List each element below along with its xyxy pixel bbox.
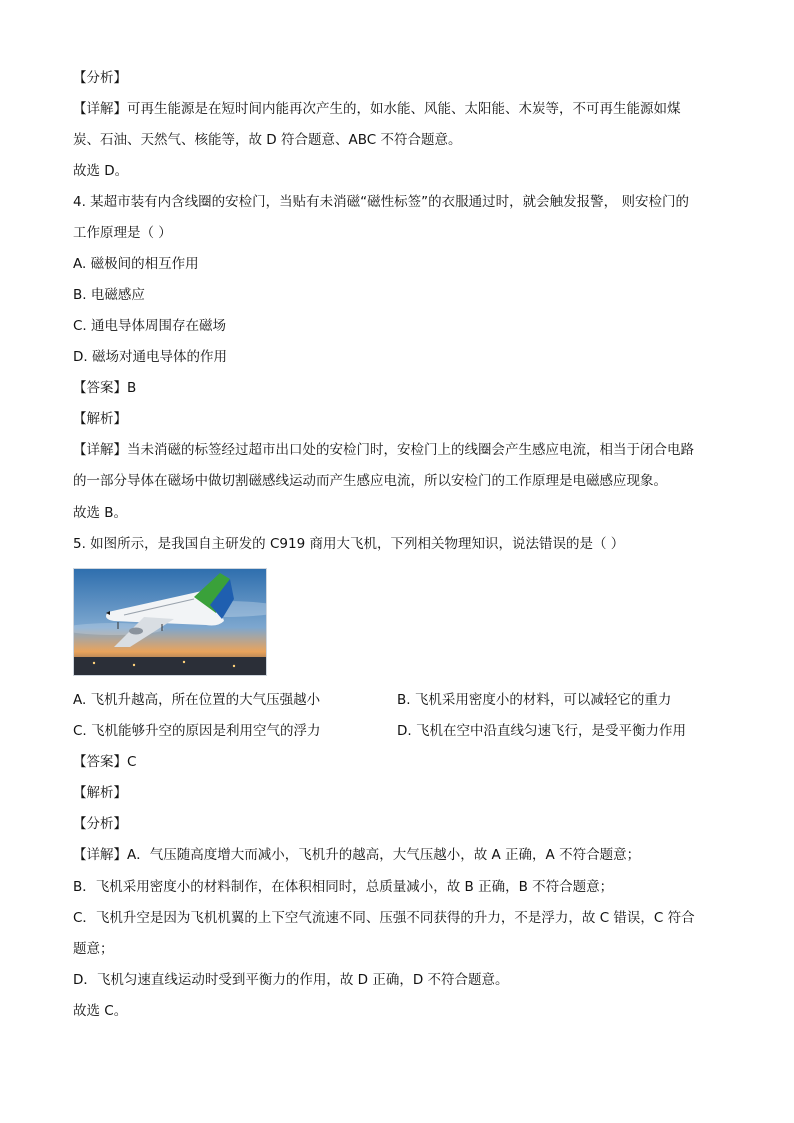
option-d: D. 磁场对通电导体的作用 [73, 349, 227, 365]
answer-choice: 故选 B。 [73, 505, 128, 521]
analysis-label: 【解析】 [73, 785, 127, 801]
detail-paragraph-d: D．飞机匀速直线运动时受到平衡力的作用，故 D 正确，D 不符合题意。 [73, 972, 509, 988]
option-a: A. 磁极间的相互作用 [73, 256, 199, 272]
answer-choice: 故选 D。 [73, 163, 129, 179]
detail-paragraph: 【详解】A．气压随高度增大而减小，飞机升的越高，大气压越小，故 A 正确，A 不符合题意； [73, 847, 641, 863]
detail-paragraph-cont: 炭、石油、天然气、核能等，故 D 符合题意、ABC 不符合题意。 [73, 132, 462, 148]
question-5-stem: 5. 如图所示，是我国自主研发的 C919 商用大飞机，下列相关物理知识，说法错误的是（ ） [73, 536, 625, 552]
answer-label: 【答案】B [73, 380, 137, 396]
c919-airplane-photo [73, 568, 267, 676]
detail-paragraph: 【详解】当未消磁的标签经过超市出口处的安检门时，安检门上的线圈会产生感应电流，相当于闭合电路 [73, 442, 694, 458]
option-c: C. 通电导体周围存在磁场 [73, 318, 227, 334]
heading-analysis: 【分析】 [73, 816, 127, 832]
detail-paragraph: 【详解】可再生能源是在短时间内能再次产生的，如水能、风能、太阳能、木炭等，不可再生能源如煤 [73, 101, 681, 117]
option-b: B. 电磁感应 [73, 287, 145, 303]
answer-choice: 故选 C。 [73, 1003, 128, 1019]
option-d: D. 飞机在空中沿直线匀速飞行，是受平衡力作用 [397, 723, 686, 739]
option-b: B. 飞机采用密度小的材料，可以减轻它的重力 [397, 692, 672, 708]
heading-analysis: 【分析】 [73, 70, 127, 86]
detail-paragraph-c: C．飞机升空是因为飞机机翼的上下空气流速不同、压强不同获得的升力，不是浮力，故 C 错误，C 符合 [73, 910, 695, 926]
detail-paragraph-cont: 的一部分导体在磁场中做切割磁感线运动而产生感应电流，所以安检门的工作原理是电磁感应现象。 [73, 473, 667, 489]
analysis-label: 【解析】 [73, 411, 127, 427]
detail-paragraph-cont: 题意； [73, 941, 114, 957]
option-c: C. 飞机能够升空的原因是利用空气的浮力 [73, 723, 321, 739]
question-4-stem: 4. 某超市装有内含线圈的安检门，当贴有未消磁“磁性标签”的衣服通过时，就会触发报警， 则安检门的 [73, 194, 689, 210]
answer-label: 【答案】C [73, 754, 137, 770]
option-a: A. 飞机升越高，所在位置的大气压强越小 [73, 692, 321, 708]
detail-paragraph-b: B．飞机采用密度小的材料制作，在体积相同时，总质量减小，故 B 正确，B 不符合题意； [73, 879, 614, 895]
question-4-stem-cont: 工作原理是（ ） [73, 225, 172, 241]
